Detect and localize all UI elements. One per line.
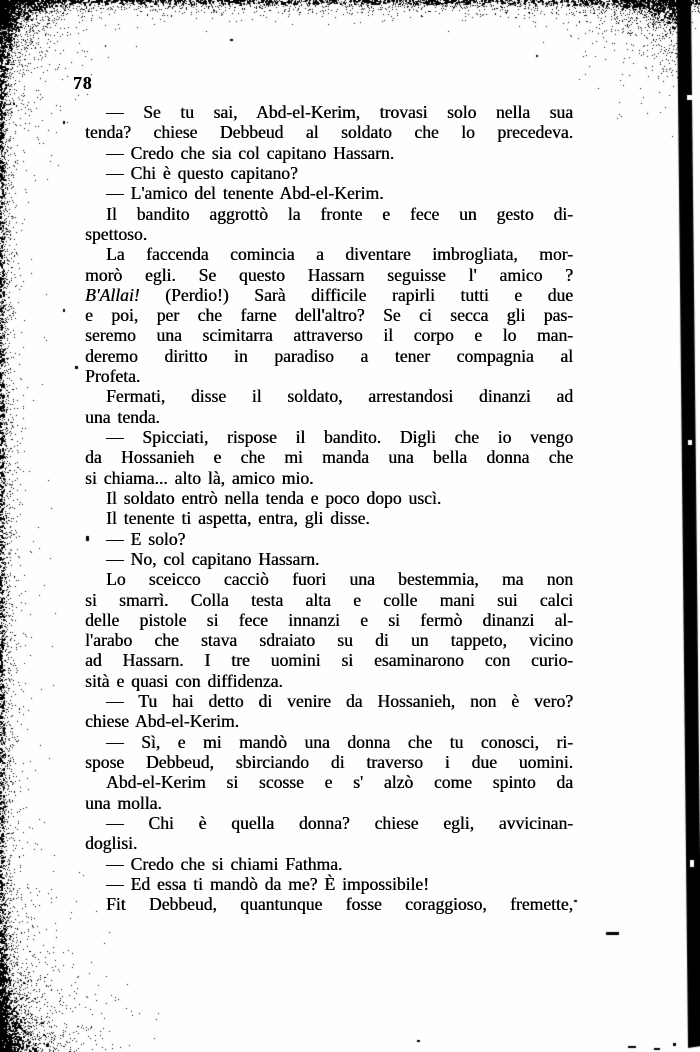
- text-line-33: spose Debbeud, sbirciando di traverso i due uomini.: [85, 752, 573, 772]
- text-line-18: da Hossanieh e che mi manda una bella donna che: [85, 447, 573, 468]
- text-line-10: B'Allai! (Perdio!) Sarà difficile rapirli tutti e due: [85, 284, 573, 305]
- text-line-16: una tenda.: [85, 406, 160, 427]
- text-line-27: l'arabo che stava sdraiato su di un tappeto, vicino: [85, 630, 573, 651]
- text-line-3: — Credo che sia col capitano Hassarn.: [106, 142, 395, 163]
- text-line-32: — Sì, e mi mandò una donna che tu conosci, ri-: [106, 731, 573, 752]
- text-line-1: — Se tu sai, Abd-el-Kerim, trovasi solo nella sua: [106, 102, 573, 122]
- text-line-19: si chiama... alto là, amico mio.: [85, 467, 314, 488]
- text-line-30: — Tu hai detto di venire da Hossanieh, non è vero?: [106, 691, 573, 712]
- text-line-26: delle pistole si fece innanzi e si fermò dinanzi al-: [85, 609, 573, 630]
- text-line-6: Il bandito aggrottò la fronte e fece un gesto di-: [106, 203, 573, 224]
- text-line-9: morò egli. Se questo Hassarn seguisse l' amico ?: [85, 264, 573, 285]
- text-line-37: doglisi.: [85, 833, 138, 854]
- page-text-block: [85, 102, 573, 915]
- text-line-22: — E solo?: [106, 528, 186, 549]
- text-line-4: — Chi è questo capitano?: [106, 162, 298, 183]
- text-line-7: spettoso.: [85, 223, 148, 244]
- text-line-2: tenda? chiese Debbeud al soldato che lo precedeva.: [85, 122, 573, 143]
- text-line-24: Lo sceicco cacciò fuori una bestemmia, ma non: [106, 569, 573, 590]
- text-line-34: Abd-el-Kerim si scosse e s' alzò come spinto da: [106, 772, 573, 793]
- text-line-23: — No, col capitano Hassarn.: [106, 548, 320, 569]
- text-line-14: Profeta.: [85, 366, 141, 387]
- text-line-38: — Credo che si chiami Fathma.: [106, 853, 343, 874]
- text-line-5: — L'amico del tenente Abd-el-Kerim.: [106, 183, 384, 204]
- text-line-29: sità e quasi con diffidenza.: [85, 670, 283, 691]
- text-line-20: Il soldato entrò nella tenda e poco dopo uscì.: [106, 487, 442, 508]
- text-line-40: Fit Debbeud, quantunque fosse coraggioso, fremette,: [106, 894, 573, 915]
- text-line-28: ad Hassarn. I tre uomini si esaminarono con curio-: [85, 650, 573, 671]
- text-line-36: — Chi è quella donna? chiese egli, avvicinan-: [106, 812, 573, 833]
- text-line-11: e poi, per che farne dell'altro? Se ci secca gli pas-: [85, 305, 573, 326]
- text-line-39: — Ed essa ti mandò da me? È impossibile!: [106, 873, 429, 894]
- text-line-25: si smarrì. Colla testa alta e colle mani sui calci: [85, 589, 573, 610]
- text-line-17: — Spicciati, rispose il bandito. Digli che io vengo: [106, 427, 573, 447]
- page-number: 78: [73, 73, 93, 93]
- text-line-15: Fermati, disse il soldato, arrestandosi dinanzi ad: [106, 386, 573, 407]
- text-line-12: seremo una scimitarra attraverso il corpo e lo man-: [85, 325, 573, 346]
- text-line-8: La faccenda comincia a diventare imbrogliata, mor-: [106, 244, 573, 265]
- text-line-35: una molla.: [85, 792, 162, 813]
- text-line-31: chiese Abd-el-Kerim.: [85, 711, 239, 732]
- text-line-13: deremo diritto in paradiso a tener compagnia al: [85, 345, 573, 366]
- text-line-21: Il tenente ti aspetta, entra, gli disse.: [106, 508, 370, 529]
